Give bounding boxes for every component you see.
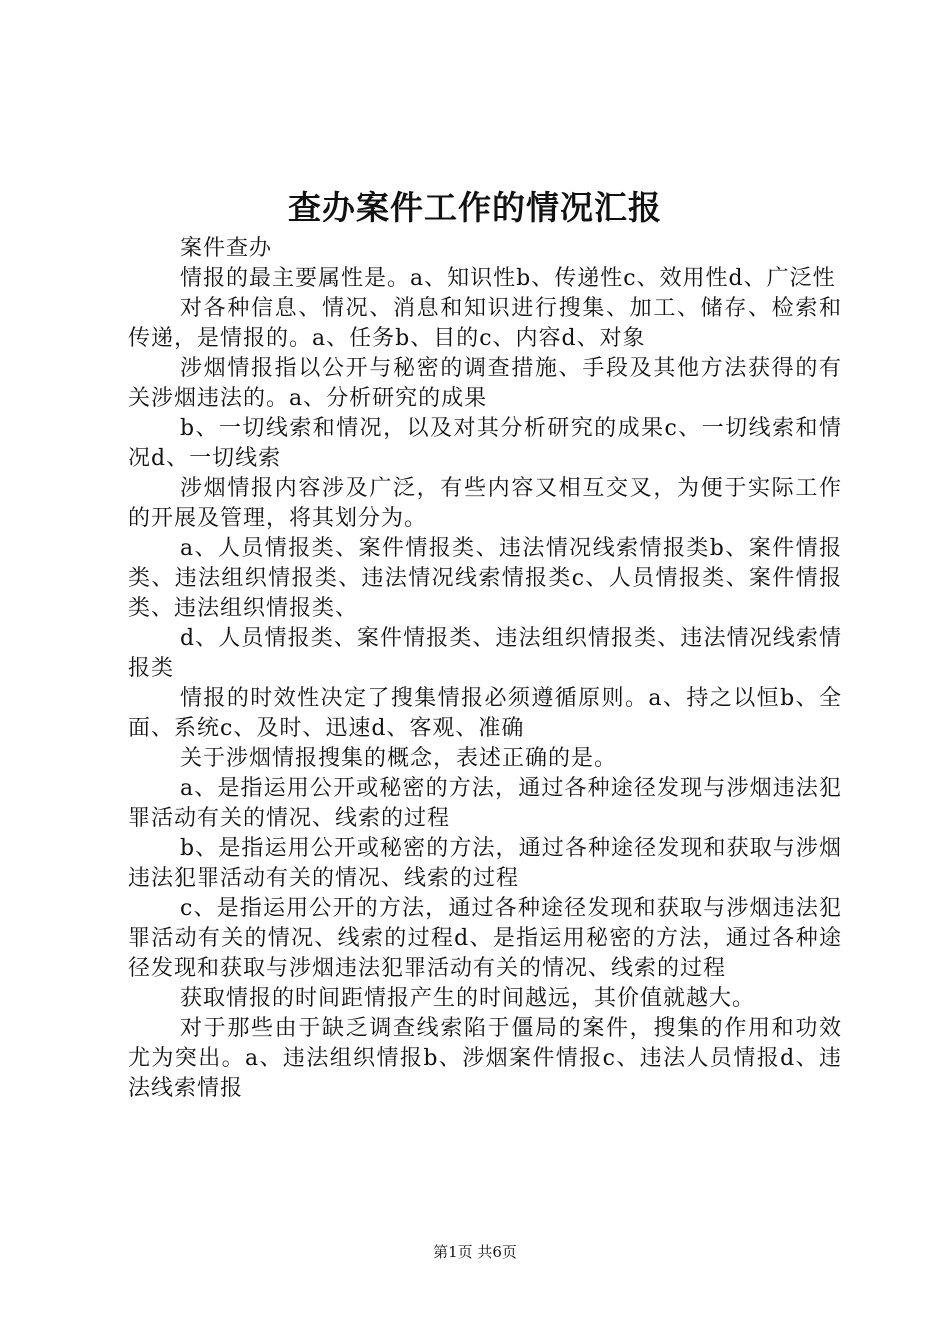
paragraph: d、人员情报类、案件情报类、违法组织情报类、违法情况线索情报类: [128, 626, 842, 681]
paragraph: 情报的时效性决定了搜集情报必须遵循原则。a、持之以恒b、全面、系统c、及时、迅速d、客观、准确: [128, 686, 842, 741]
page-number-footer: 第1页 共6页: [433, 1243, 517, 1261]
paragraph: 情报的最主要属性是。a、知识性b、传递性c、效用性d、广泛性: [180, 266, 836, 291]
paragraph: 涉烟情报指以公开与秘密的调查措施、手段及其他方法获得的有关涉烟违法的。a、分析研究的成果: [128, 356, 842, 411]
paragraph: 对各种信息、情况、消息和知识进行搜集、加工、储存、检索和传递，是情报的。a、任务b、目的c、内容d、对象: [128, 296, 842, 351]
paragraph: 案件查办: [180, 236, 273, 261]
paragraph: b、是指运用公开或秘密的方法，通过各种途径发现和获取与涉烟违法犯罪活动有关的情况、线索的过程: [128, 836, 842, 891]
paragraph: a、是指运用公开或秘密的方法，通过各种途径发现与涉烟违法犯罪活动有关的情况、线索的过程: [128, 776, 842, 831]
paragraph: 关于涉烟情报搜集的概念，表述正确的是。: [180, 746, 618, 771]
paragraph: b、一切线索和情况，以及对其分析研究的成果c、一切线索和情况d、一切线索: [128, 416, 842, 471]
paragraph: 涉烟情报内容涉及广泛，有些内容又相互交叉，为便于实际工作的开展及管理，将其划分为。: [128, 476, 842, 531]
paragraph: c、是指运用公开的方法，通过各种途径发现和获取与涉烟违法犯罪活动有关的情况、线索的过程d、是指运用秘密的方法，通过各种途径发现和获取与涉烟违法犯罪活动有关的情况、线索的过程: [128, 896, 842, 981]
document-body: [128, 234, 842, 1104]
paragraph: 获取情报的时间距情报产生的时间越远，其价值就越大。: [180, 986, 756, 1011]
document-title: 查办案件工作的情况汇报: [288, 188, 662, 227]
paragraph: 对于那些由于缺乏调查线索陷于僵局的案件，搜集的作用和功效尤为突出。a、违法组织情报b、涉烟案件情报c、违法人员情报d、违法线索情报: [128, 1016, 842, 1101]
paragraph: a、人员情报类、案件情报类、违法情况线索情报类b、案件情报类、违法组织情报类、违法情况线索情报类c、人员情报类、案件情报类、违法组织情报类、: [128, 536, 842, 621]
